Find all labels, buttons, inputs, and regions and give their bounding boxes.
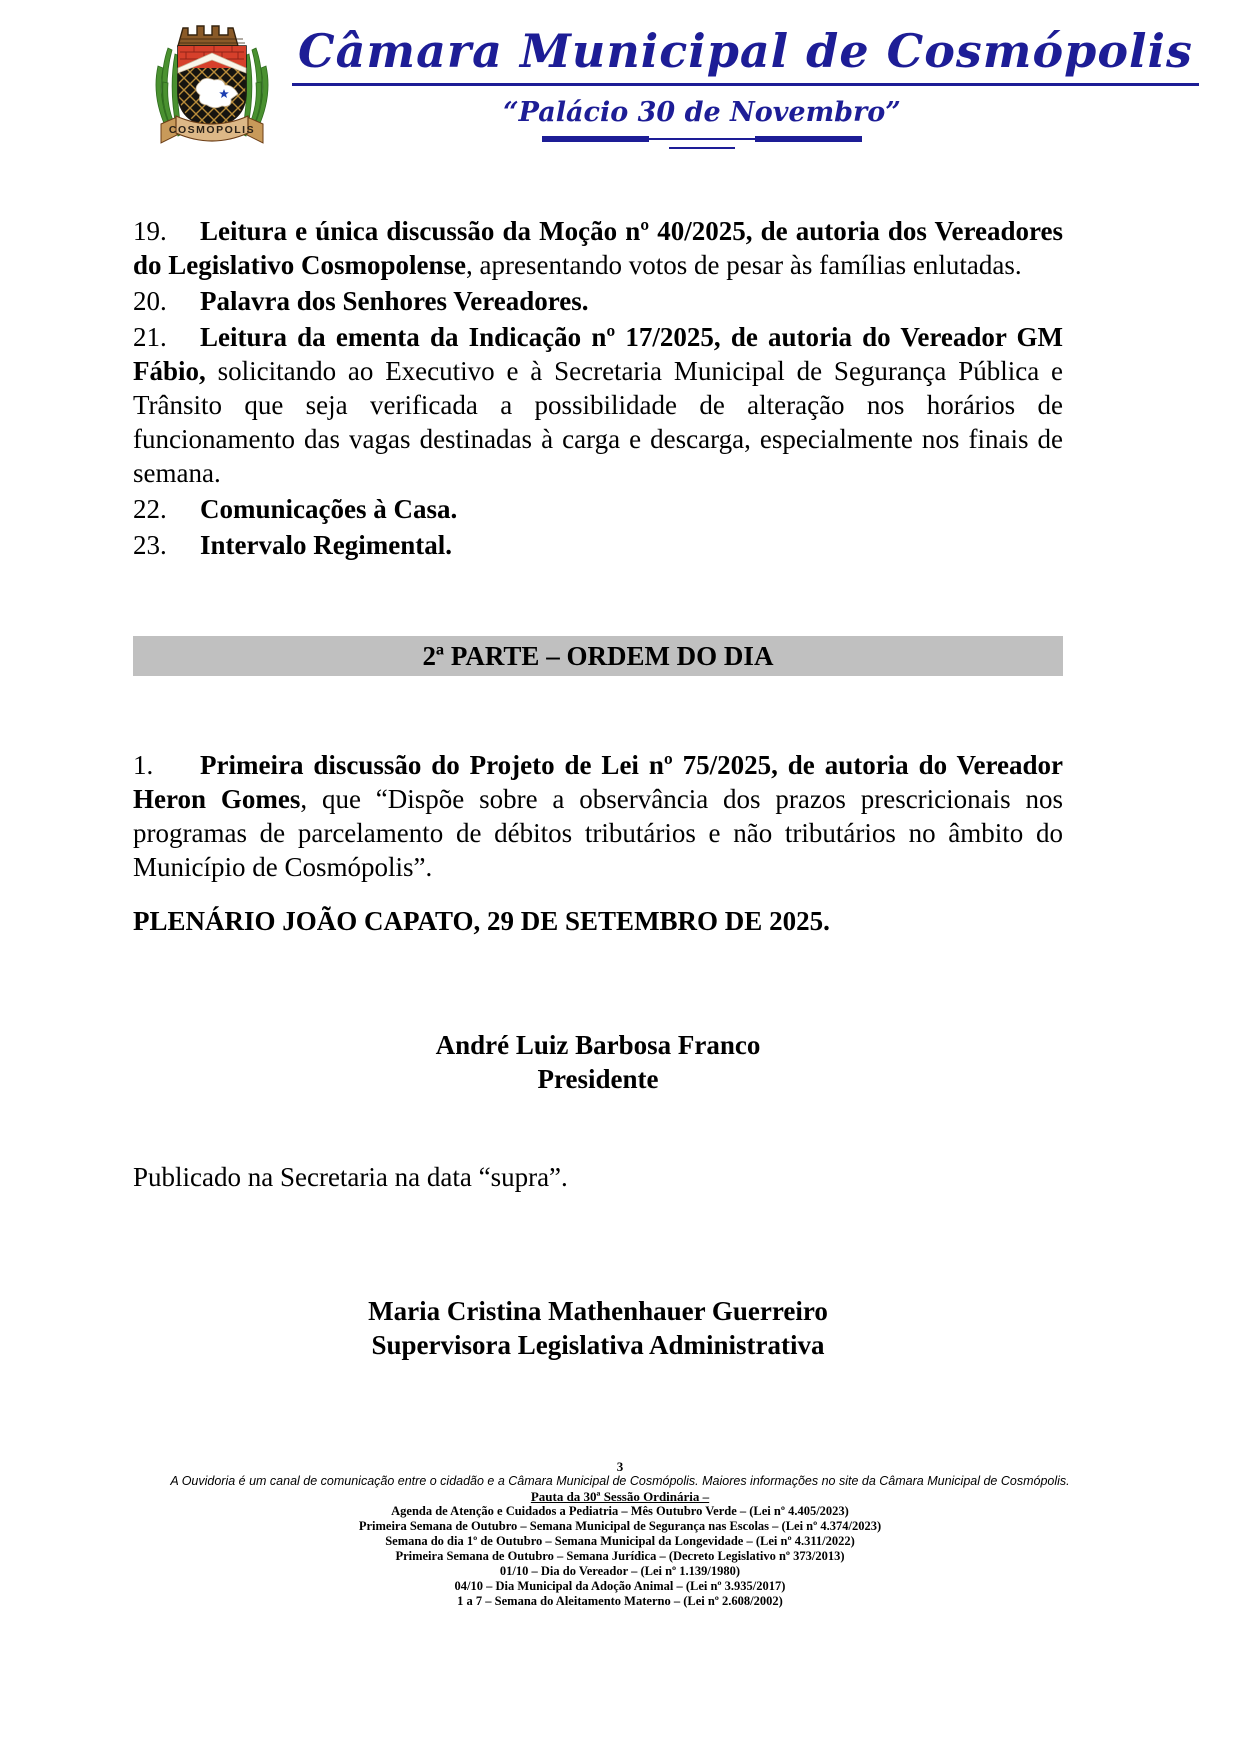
item-number: 20. xyxy=(133,286,167,316)
published-line: Publicado na Secretaria na data “supra”. xyxy=(133,1162,568,1192)
divider-thin-middle xyxy=(649,138,756,140)
coat-of-arms-icon xyxy=(146,12,278,160)
document-body xyxy=(133,214,1063,1362)
footer-line: Primeira Semana de Outubro – Semana Municipal de Segurança nas Escolas – (Lei nº 4.374/2023) xyxy=(358,1519,882,1533)
mural-crown xyxy=(178,26,245,46)
item-number: 22. xyxy=(133,494,167,524)
signature-president xyxy=(133,1028,1063,1096)
item-bold-text: Leitura da ementa da Indicação nº 17/2025, de autoria do Vereador GM Fábio, xyxy=(133,322,1063,386)
item-bold-text: Palavra dos Senhores Vereadores. xyxy=(200,286,589,316)
agenda-item-20 xyxy=(133,284,1063,318)
page-subtitle: “Palácio 30 de Novembro” xyxy=(503,96,901,128)
signature-name: Maria Cristina Mathenhauer Guerreiro xyxy=(368,1296,828,1326)
item-bold-text: Comunicações à Casa. xyxy=(200,494,458,524)
page-title: Câmara Municipal de Cosmópolis xyxy=(292,26,1199,86)
page-number: 3 xyxy=(616,1459,624,1474)
agenda-item-19 xyxy=(133,214,1063,282)
item-bold-text: Primeira discussão do Projeto de Lei nº 75/2025, de autoria do Vereador Heron Gomes xyxy=(133,750,1063,814)
footer-line: Agenda de Atenção e Cuidados a Pediatria – Mês Outubro Verde – (Lei nº 4.405/2023) xyxy=(391,1504,849,1518)
footer-line: Primeira Semana de Outubro – Semana Jurídica – (Decreto Legislativo nº 373/2013) xyxy=(395,1549,845,1563)
title-divider xyxy=(542,136,862,142)
signature-role: Supervisora Legislativa Administrativa xyxy=(371,1330,825,1360)
agenda-item-22 xyxy=(133,492,1063,526)
divider-thick-left xyxy=(542,136,649,142)
agenda-item-21 xyxy=(133,320,1063,490)
shield xyxy=(178,46,246,127)
agenda-item-1 xyxy=(133,748,1063,884)
item-bold-text: Intervalo Regimental. xyxy=(200,530,452,560)
page-footer xyxy=(0,1460,1240,1609)
item-number: 19. xyxy=(133,216,167,246)
item-number: 1. xyxy=(133,750,154,780)
item-text: , apresentando votos de pesar às famílias enlutadas. xyxy=(466,250,1022,280)
coat-of-arms-logo xyxy=(146,12,278,160)
footer-line: Semana do dia 1º de Outubro – Semana Municipal da Longevidade – (Lei nº 4.311/2022) xyxy=(385,1534,855,1548)
item-bold-text: Leitura e única discussão da Moção nº 40/2025, de autoria dos Vereadores do Legislativo Cosmopolense xyxy=(133,216,1063,280)
signature-supervisor xyxy=(133,1294,1063,1362)
divider-small-line xyxy=(669,147,735,149)
footer-line: 01/10 – Dia do Vereador – (Lei nº 1.139/1980) xyxy=(499,1564,741,1578)
item-number: 23. xyxy=(133,530,167,560)
pauta-heading: Pauta da 30ª Sessão Ordinária – xyxy=(530,1489,710,1504)
ouvidoria-note: A Ouvidoria é um canal de comunicação entre o cidadão e a Câmara Municipal de Cosmópolis. Maiores informações no site da Câmara Municipal de Cosmópolis. xyxy=(170,1474,1070,1488)
item-text: , que “Dispõe sobre a observância dos prazos prescricionais nos programas de parcelamento de débitos tributários e não tributários no âmbito do Município de Cosmópolis”. xyxy=(133,784,1064,882)
footer-line: 1 a 7 – Semana do Aleitamento Materno – (Lei nº 2.608/2002) xyxy=(457,1594,783,1608)
item-number: 21. xyxy=(133,322,167,352)
plenary-date-line: PLENÁRIO JOÃO CAPATO, 29 DE SETEMBRO DE 2025. xyxy=(133,906,830,936)
signature-name: André Luiz Barbosa Franco xyxy=(435,1030,761,1060)
header-title-block xyxy=(292,24,1193,149)
section-banner: 2ª PARTE – ORDEM DO DIA xyxy=(133,636,1063,676)
signature-role: Presidente xyxy=(537,1064,659,1094)
logo-motto-text: COSMOPOLIS xyxy=(168,124,256,136)
footer-line: 04/10 – Dia Municipal da Adoção Animal – (Lei nº 3.935/2017) xyxy=(454,1579,786,1593)
item-text: solicitando ao Executivo e à Secretaria Municipal de Segurança Pública e Trânsito que seja verificada a possibilidade de alteração nos horários de funcionamento das vagas destinadas à carga e descarga, especialmente nos finais de semana. xyxy=(133,356,1063,488)
agenda-item-23 xyxy=(133,528,1063,562)
divider-thick-right xyxy=(755,136,862,142)
